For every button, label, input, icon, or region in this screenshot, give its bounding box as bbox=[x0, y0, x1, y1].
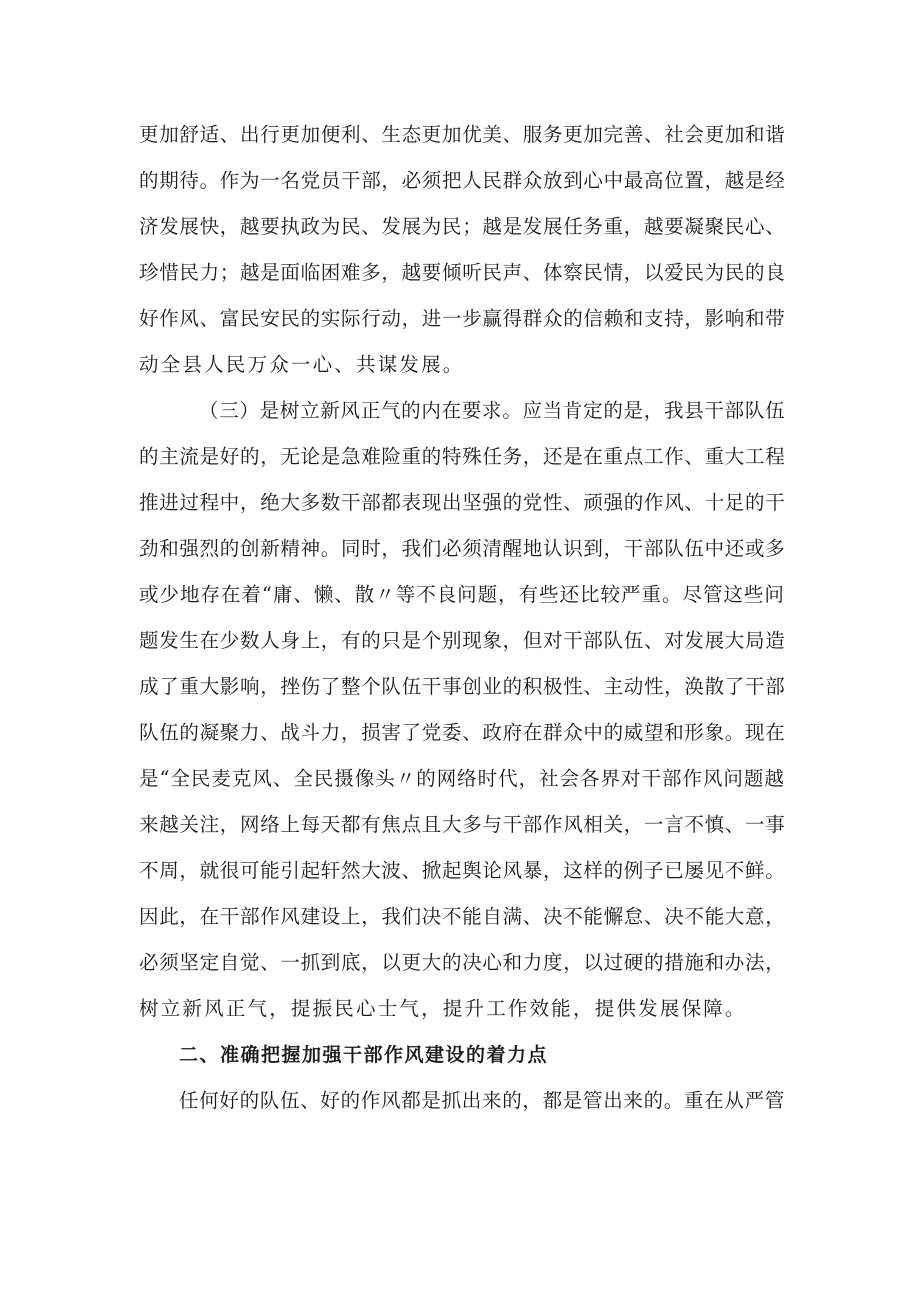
text-line: 因此，在干部作风建设上，我们决不能自满、决不能懈怠、决不能大意， bbox=[139, 905, 786, 928]
text-line: 济发展快，越要执政为民、发展为民；越是发展任务重，越要凝聚民心、 bbox=[139, 215, 786, 238]
text-line: （三）是树立新风正气的内在要求。应当肯定的是，我县干部队伍 bbox=[199, 399, 786, 422]
text-line: 队伍的凝聚力、战斗力，损害了党委、政府在群众中的威望和形象。现在 bbox=[139, 721, 786, 744]
paragraph-new-style-requirement bbox=[139, 388, 785, 1032]
text-line: 来越关注，网络上每天都有焦点且大多与干部作风相关，一言不慎、一事 bbox=[139, 813, 786, 836]
text-line: 更加舒适、出行更加便利、生态更加优美、服务更加完善、社会更加和谐 bbox=[139, 123, 786, 146]
paragraph-people-expectations bbox=[139, 112, 785, 388]
text-line: 不周，就很可能引起轩然大波、掀起舆论风暴，这样的例子已屡见不鲜。 bbox=[139, 859, 786, 882]
text-line: 好作风、富民安民的实际行动，进一步赢得群众的信赖和支持，影响和带 bbox=[139, 307, 786, 330]
document-body bbox=[139, 112, 785, 1124]
text-line: 动全县人民万众一心、共谋发展。 bbox=[139, 353, 465, 376]
text-line: 树立新风正气，提振民心士气，提升工作效能，提供发展保障。 bbox=[139, 997, 747, 1020]
text-line: 的主流是好的，无论是急难险重的特殊任务，还是在重点工作、重大工程 bbox=[139, 445, 786, 468]
text-line: 的期待。作为一名党员干部，必须把人民群众放到心中最高位置，越是经 bbox=[139, 169, 786, 192]
text-line: 劲和强烈的创新精神。同时，我们必须清醒地认识到，干部队伍中还或多 bbox=[139, 537, 786, 560]
text-line: 任何好的队伍、好的作风都是抓出来的，都是管出来的。重在从严管 bbox=[179, 1089, 786, 1112]
text-line: 或少地存在着“庸、懒、散〃等不良问题，有些还比较严重。尽管这些问 bbox=[139, 583, 785, 606]
text-line: 成了重大影响，挫伤了整个队伍干事创业的积极性、主动性，涣散了干部 bbox=[139, 675, 786, 698]
text-line: 必须坚定自觉、一抓到底，以更大的决心和力度，以过硬的措施和办法， bbox=[139, 951, 786, 974]
text-line: 推进过程中，绝大多数干部都表现出坚强的党性、顽强的作风、十足的干 bbox=[139, 491, 786, 514]
text-line: 珍惜民力；越是面临困难多，越要倾听民声、体察民情，以爱民为民的良 bbox=[139, 261, 786, 284]
section-heading: 二、准确把握加强干部作风建设的着力点 bbox=[179, 1044, 549, 1066]
text-line: 题发生在少数人身上，有的只是个别现象，但对干部队伍、对发展大局造 bbox=[139, 629, 786, 652]
paragraph-strict-management bbox=[139, 1078, 785, 1124]
text-line: 是“全民麦克风、全民摄像头〃的网络时代，社会各界对干部作风问题越 bbox=[139, 767, 785, 790]
